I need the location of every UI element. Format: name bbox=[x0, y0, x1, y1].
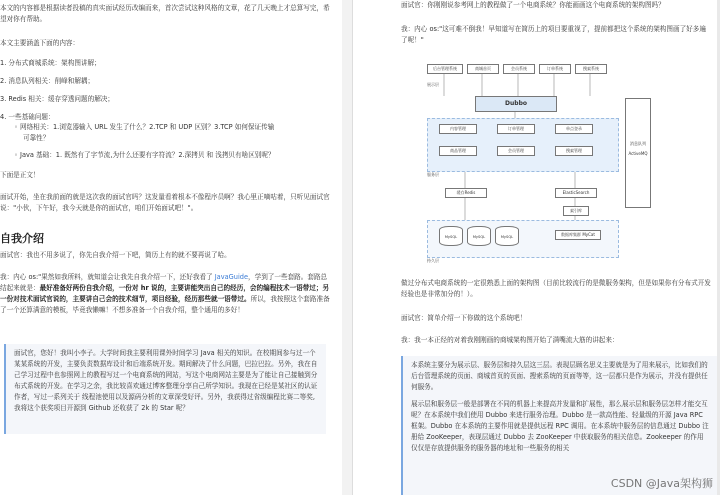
diagram-box: 订单系统 bbox=[539, 64, 571, 74]
list-item: 1. 分布式商城系统：架构图讲解； bbox=[0, 59, 101, 67]
diagram-box: 商城首页 bbox=[467, 64, 499, 74]
diagram-box: 商品管理 bbox=[439, 146, 477, 156]
mysql-db: MySQL bbox=[439, 226, 463, 246]
mq-box: 消息队列 ActiveMQ bbox=[625, 98, 651, 208]
es-box: ElasticSearch bbox=[555, 188, 597, 198]
layer-label: 服务层 bbox=[427, 172, 439, 177]
topics-heading: 本文主要涵盖下面的内容： bbox=[0, 39, 80, 47]
paragraph-distributed: 做过分布式电商系统的一定很熟悉上面的架构图（目前比较流行的是微服务架构，但是如果你有分布式开发经验也是非常加分的！）。 bbox=[401, 279, 711, 298]
subtopic-java: ◦ Java 基础：1. 既然有了字节流,为什么还要有字符流？2.深拷贝 和 浅拷贝有啥区别呢？ bbox=[14, 151, 275, 159]
layer-label: 展示层 bbox=[427, 82, 439, 87]
cluster-box: 数据库集群 MyCat bbox=[555, 230, 601, 240]
topics-list bbox=[0, 58, 330, 123]
quote-text: 展示层和服务层一般是部署在不同的机器上来提高并发量和扩展性，那么展示层和服务层怎样才能交互呢？在本系统中我们使用 Dubbo 来进行服务治理。Dubbo 是一款高性能、轻量级的开源 Java RPC 框架。Dubbo 在本系统的主要作用就是提供远程 RPC 调用。在本系统中服务层的信息通过 Dubbo 注册给 ZooKeeper，表现层通过 Dubbo 去 ZooKeeper 中获取服务的相关信息。Zookeeper 的作用仅仅是存放提供服务的服务器的地址和一些服务的相关 bbox=[411, 400, 709, 452]
page-gap bbox=[342, 0, 352, 495]
left-page bbox=[0, 0, 342, 495]
subtopic-network-cont: 可靠性？ bbox=[23, 134, 50, 142]
answer-architecture: 我：内心 os:"这可难不倒我！早知道写在简历上的项目要重视了，提前都把这个系统的架构图画了好多遍了呢！" bbox=[401, 25, 706, 44]
quote-text: 本系统主要分为展示层、服务层和持久层这三层。表现层顾名思义主要就是为了用来展示，比如我们的后台管理系统的页面、商城首页的页面、搜索系统的页面等等，这一层都只是作为展示，并没有提供任何服务。 bbox=[411, 361, 708, 391]
dubbo-box: Dubbo bbox=[475, 96, 557, 112]
diagram-box: 搜索系统 bbox=[575, 64, 607, 74]
intro-paragraph: 本文的内容都是根据读者投稿的真实面试经历改编而来，首次尝试这种风格的文章，花了几天晚上才总算写完，希望对你有帮助。 bbox=[0, 4, 330, 23]
diagram-box: 会员管理 bbox=[497, 146, 535, 156]
layer-label: 持久层 bbox=[427, 258, 439, 263]
subtopic-network: ◦ 网络相关：1.浏览器输入 URL 发生了什么？2.TCP 和 UDP 区别？3.TCP 如何保证传输 bbox=[14, 123, 275, 131]
diagram-box: 订单管理 bbox=[497, 124, 535, 134]
diagram-box: 内容管理 bbox=[439, 124, 477, 134]
index-box: 索引库 bbox=[563, 206, 589, 216]
answer-intro: 我：我一本正经的对着我刚刚画的商城架构图开始了满嘴流大筋的讲起来： bbox=[401, 336, 619, 344]
mysql-db: MySQL bbox=[467, 226, 491, 246]
paragraph-self-intro-tips: 我：内心 os:"果然如我所料，就知道会让我先自我介绍一下，还好我看了 JavaGuide，学到了一些套路。套路总结起来就是：最好准备好两份自我介绍，一份对 hr 说的，主要讲能突出自己的经历，会的编程技术一语带过；另一份对技术面试官说的，主要讲自己会的技术细节，项目经验，经历那些就一语带过。所以，我按照这个套路准备了一个还算满意的模板，毕竟我懒嘛！不想多准备一个自我介绍，整个通用的多好！ bbox=[0, 273, 330, 314]
mysql-db: MySQL bbox=[495, 226, 519, 246]
javaguide-link[interactable]: JavaGuide bbox=[214, 273, 249, 281]
diagram-box: 会员系统 bbox=[503, 64, 535, 74]
subtopics bbox=[14, 122, 330, 161]
question-intro: 面试官：简单介绍一下你做的这个系统吧！ bbox=[401, 314, 527, 322]
list-item: 4. 一些基础问题： bbox=[0, 113, 55, 121]
self-intro-quote bbox=[4, 344, 326, 434]
redis-box: 缓存Redis bbox=[445, 188, 487, 198]
right-page bbox=[352, 0, 720, 495]
diagram-box: 后台管理系统 bbox=[427, 64, 463, 74]
quote-text: 面试官，您好！我叫小李子。大学时间我主要利用课外时间学习 Java 相关的知识。在校期间参与过一个某某系统的开发，主要负责数据库设计和后端系统开发。期间解决了什么问题，巴拉巴拉。另外，我在自己学习过程中也参照网上的教程写过一个电商系统的网站，写这个电商网站主要是为了能让自己接触到分布式系统的开发。在学习之余，我比较喜欢通过博客整理分享自己所学知识。我现在已经是某社区的认证作者，写过一系列关于 线程池使用以及源码分析的文章深受好评。另外，我获得过省级编程比赛二等奖,我将这个获奖项目开源到 Github 还收获了 2k 的 Star 呢？ bbox=[14, 349, 318, 412]
question-architecture: 面试官：你刚刚说参考网上的教程做了一个电商系统？你能画画这个电商系统的架构图吗？ bbox=[401, 1, 665, 9]
list-item: 2. 消息队列相关：削峰和解耦； bbox=[0, 77, 95, 85]
csdn-watermark: CSDN @Java架构狮 bbox=[610, 477, 713, 490]
list-item: 3. Redis 相关：缓存穿透问题的解决； bbox=[0, 95, 114, 103]
start-text: 下面是正文！ bbox=[0, 171, 40, 179]
diagram-box: 单点登录 bbox=[555, 124, 593, 134]
paragraph-interviewer: 面试官：我也不用多说了，你先自我介绍一下吧，简历上有的就不要再说了哈。 bbox=[0, 251, 231, 259]
section-title: 自我介绍 bbox=[0, 232, 44, 245]
diagram-box: 搜索管理 bbox=[555, 146, 593, 156]
architecture-diagram bbox=[425, 58, 657, 270]
paragraph-interview-start: 面试开始，坐在我前面的就是这次我的面试官吗？这发量看着根本不像程序员啊？我心里正嘀咕着，只听见面试官说："小伙，下午好，我今天就是你的面试官，咱们开始面试吧！"。 bbox=[0, 193, 330, 212]
